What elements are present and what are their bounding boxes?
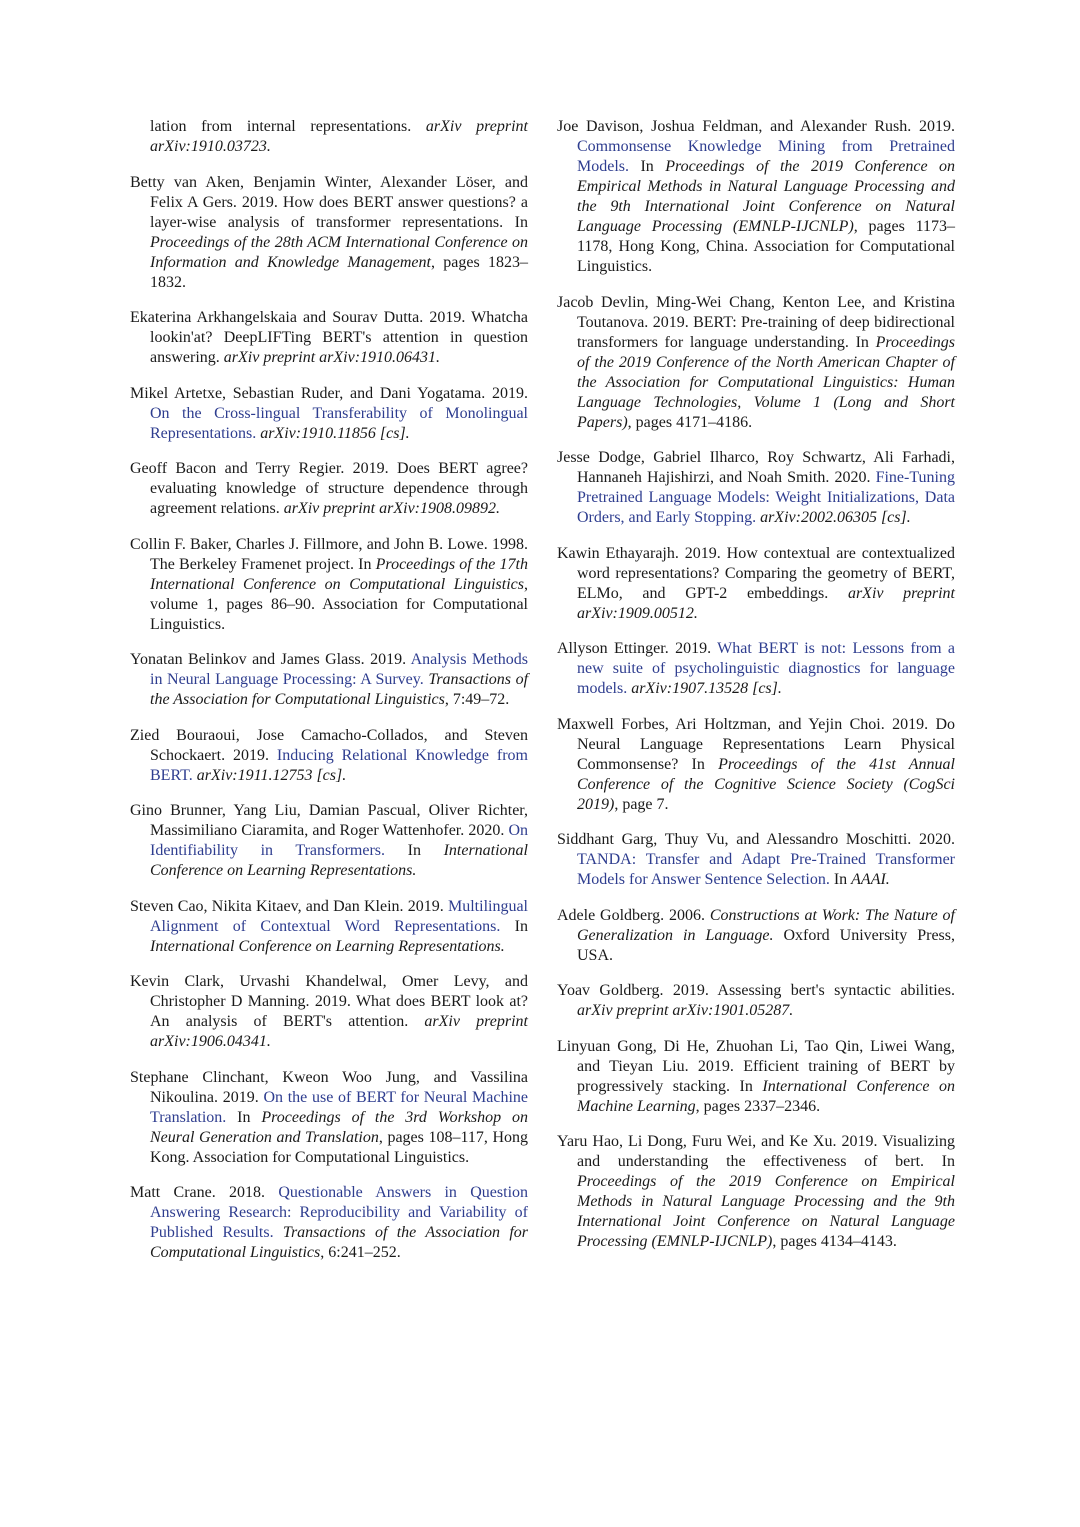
- reference-entry: [557, 117, 955, 277]
- reference-text: Kawin Ethayarajh. 2019. How contextual are contextualized word representations? Comparing the geometry of BERT, ELMo, and GPT-2 embeddings.: [557, 544, 955, 602]
- reference-title-link[interactable]: Multilingual Alignment of Contextual Word Representations.: [150, 897, 528, 935]
- reference-venue-italic: Proceedings of the 2019 Conference of the North American Chapter of the Association for Computational Linguistics: Human Language Technologies, Volume 1 (Long and Short Papers): [577, 333, 955, 431]
- reference-entry: [130, 726, 528, 786]
- reference-text: Allyson Ettinger. 2019.: [557, 640, 718, 657]
- reference-entry: [130, 535, 528, 635]
- reference-venue-italic: arXiv preprint arXiv:1901.05287.: [577, 1002, 794, 1019]
- reference-text: Ekaterina Arkhangelskaia and Sourav Dutta. 2019. Whatcha lookin'at? DeepLIFTing BERT's attention in question answering.: [130, 309, 528, 366]
- reference-venue-italic: arXiv preprint arXiv:1906.04341.: [150, 1013, 528, 1050]
- reference-venue-italic: Transactions of the Association for Computational Linguistics: [150, 671, 529, 708]
- reference-title-link[interactable]: What BERT is not: Lessons from a new suite of psycholinguistic diagnostics for language models.: [577, 640, 955, 697]
- reference-entry: [130, 384, 528, 444]
- reference-title-link[interactable]: On the use of BERT for Neural Machine Translation.: [150, 1088, 529, 1126]
- reference-venue-italic: AAAI.: [851, 871, 890, 888]
- reference-venue-italic: arXiv:1911.12753 [cs].: [196, 766, 347, 784]
- reference-entry: [130, 173, 528, 293]
- reference-entry: [557, 715, 955, 815]
- reference-venue-italic: Constructions at Work: The Nature of Generalization in Language.: [577, 906, 956, 944]
- reference-title-link[interactable]: On the Cross-lingual Transferability of Monolingual Representations.: [150, 404, 528, 442]
- reference-text: Maxwell Forbes, Ari Holtzman, and Yejin Choi. 2019. Do Neural Language Representations Learn Physical Commonsense? In: [557, 715, 955, 773]
- reference-venue-italic: arXiv preprint arXiv:1909.00512.: [577, 584, 955, 622]
- reference-entry: [557, 1132, 955, 1252]
- reference-entry: [130, 801, 528, 881]
- reference-entry: [557, 830, 955, 890]
- reference-entry: [130, 650, 528, 710]
- reference-text: lation from internal representations.: [150, 118, 426, 135]
- reference-venue-italic: arXiv preprint arXiv:1908.09892.: [283, 500, 500, 517]
- reference-venue-italic: International Conference on Learning Representations.: [150, 937, 505, 955]
- reference-text: Gino Brunner, Yang Liu, Damian Pascual, Oliver Richter, Massimiliano Ciaramita, and Roger Wattenhofer. 2020.: [130, 802, 528, 839]
- reference-venue-italic: Proceedings of the 2019 Conference on Empirical Methods in Natural Language Processing and the 9th International Joint Conference on Natural Language Processing (EMNLP-IJCNLP): [577, 158, 956, 235]
- reference-text: , pages 1823–1832.: [150, 253, 529, 291]
- reference-title-link[interactable]: TANDA: Transfer and Adapt Pre-Trained Transformer Models for Answer Sentence Selection.: [577, 851, 955, 888]
- reference-text: Yoav Goldberg. 2019. Assessing bert's syntactic abilities.: [557, 982, 955, 999]
- references-left-column: [130, 117, 528, 1279]
- reference-venue-italic: arXiv:1910.11856 [cs].: [260, 424, 410, 442]
- reference-text: , 6:241–252.: [320, 1244, 401, 1261]
- reference-text: Steven Cao, Nikita Kitaev, and Dan Klein. 2019.: [130, 897, 448, 915]
- reference-text: Collin F. Baker, Charles J. Fillmore, and John B. Lowe. 1998. The Berkeley Framenet project. In: [130, 535, 528, 573]
- reference-venue-italic: arXiv:1907.13528 [cs].: [631, 680, 782, 697]
- reference-entry: [557, 639, 955, 699]
- reference-text: Jesse Dodge, Gabriel Ilharco, Roy Schwartz, Ali Farhadi, Hannaneh Hajishirzi, and Noah Smith. 2020.: [557, 449, 955, 486]
- reference-text: In: [629, 158, 666, 175]
- reference-venue-italic: Proceedings of the 17th International Conference on Computational Linguistics: [150, 555, 528, 593]
- reference-title-link[interactable]: On Identifiability in Transformers.: [150, 822, 528, 859]
- reference-entry: [557, 544, 955, 624]
- reference-text: , volume 1, pages 86–90. Association for Computational Linguistics.: [150, 575, 528, 633]
- reference-continuation: [130, 117, 528, 157]
- reference-title-link[interactable]: Commonsense Knowledge Mining from Pretrained Models.: [577, 138, 955, 175]
- reference-text: Betty van Aken, Benjamin Winter, Alexander Löser, and Felix A Gers. 2019. How does BERT answer questions? a layer-wise analysis of transformer representations. In: [130, 173, 528, 231]
- reference-text: , pages 2337–2346.: [695, 1097, 821, 1115]
- reference-title-link[interactable]: Analysis Methods in Neural Language Processing: A Survey.: [150, 651, 529, 688]
- reference-venue-italic: Proceedings of the 3rd Workshop on Neural Generation and Translation: [150, 1108, 529, 1146]
- reference-venue-italic: arXiv:2002.06305 [cs].: [760, 509, 911, 526]
- reference-entry: [130, 897, 528, 957]
- reference-entry: [557, 448, 955, 528]
- reference-entry: [130, 972, 528, 1052]
- reference-text: Linyuan Gong, Di He, Zhuohan Li, Tao Qin, Liwei Wang, and Tieyan Liu. 2019. Efficient training of BERT by progressively stacking. In: [557, 1037, 955, 1095]
- reference-venue-italic: Proceedings of the 41st Annual Conference of the Cognitive Science Society (CogSci 2019): [577, 755, 955, 813]
- reference-text: , pages 1173–1178, Hong Kong, China. Association for Computational Linguistics.: [577, 218, 955, 275]
- reference-entry: [130, 459, 528, 519]
- reference-text: Oxford University Press, USA.: [577, 926, 956, 964]
- reference-venue-italic: International Conference on Machine Learning: [577, 1077, 956, 1115]
- reference-text: Jacob Devlin, Ming-Wei Chang, Kenton Lee, and Kristina Toutanova. 2019. BERT: Pre-training of deep bidirectional transformers for language understanding. In: [557, 293, 955, 351]
- reference-title-link[interactable]: Fine-Tuning Pretrained Language Models: Weight Initializations, Data Orders, and Early Stopping.: [577, 469, 955, 526]
- reference-title-link[interactable]: Questionable Answers in Question Answering Research: Reproducibility and Variability of Published Results.: [150, 1184, 529, 1241]
- reference-text: Joe Davison, Joshua Feldman, and Alexander Rush. 2019.: [557, 118, 955, 135]
- reference-text: In: [226, 1108, 262, 1126]
- reference-venue-italic: arXiv preprint arXiv:1910.06431.: [223, 349, 441, 366]
- reference-text: Siddhant Garg, Thuy Vu, and Alessandro Moschitti. 2020.: [557, 831, 955, 848]
- reference-text: Yonatan Belinkov and James Glass. 2019.: [130, 651, 411, 668]
- reference-text: In: [385, 842, 444, 859]
- reference-entry: [557, 1037, 955, 1117]
- reference-text: , page 7.: [614, 795, 669, 813]
- reference-venue-italic: Transactions of the Association for Computational Linguistics: [150, 1224, 529, 1261]
- references-right-column: [557, 117, 955, 1268]
- reference-text: [274, 1224, 283, 1241]
- reference-entry: [130, 1183, 528, 1263]
- reference-text: , pages 4171–4186.: [627, 413, 753, 431]
- reference-text: Adele Goldberg. 2006.: [557, 906, 710, 924]
- reference-text: Stephane Clinchant, Kweon Woo Jung, and Vassilina Nikoulina. 2019.: [130, 1068, 528, 1106]
- reference-text: Kevin Clark, Urvashi Khandelwal, Omer Levy, and Christopher D Manning. 2019. What does BERT look at? An analysis of BERT's attention.: [130, 973, 528, 1030]
- reference-venue-italic: International Conference on Learning Representations.: [150, 842, 528, 879]
- reference-text: In: [829, 871, 852, 888]
- reference-venue-italic: Proceedings of the 28th ACM International Conference on Information and Knowledge Management: [150, 233, 528, 271]
- reference-entry: [130, 308, 528, 368]
- reference-title-link[interactable]: Inducing Relational Knowledge from BERT.: [150, 746, 529, 784]
- reference-text: Yaru Hao, Li Dong, Furu Wei, and Ke Xu. 2019. Visualizing and understanding the effectiveness of bert. In: [557, 1133, 955, 1170]
- reference-text: Zied Bouraoui, Jose Camacho-Collados, and Steven Schockaert. 2019.: [130, 726, 528, 764]
- reference-text: , 7:49–72.: [444, 691, 510, 708]
- reference-entry: [557, 906, 955, 966]
- reference-entry: [557, 981, 955, 1021]
- reference-venue-italic: Proceedings of the 2019 Conference on Empirical Methods in Natural Language Processing and the 9th International Joint Conference on Natural Language Processing (EMNLP-IJCNLP): [577, 1173, 955, 1250]
- reference-entry: [557, 293, 955, 433]
- reference-venue-italic: arXiv preprint arXiv:1910.03723.: [150, 118, 528, 155]
- reference-text: Geoff Bacon and Terry Regier. 2019. Does BERT agree? evaluating knowledge of structure dependence through agreement relations.: [130, 460, 528, 517]
- reference-entry: [130, 1068, 528, 1168]
- reference-text: In: [500, 917, 528, 935]
- reference-text: Matt Crane. 2018.: [130, 1184, 279, 1201]
- reference-text: , pages 4134–4143.: [772, 1233, 897, 1250]
- reference-text: Mikel Artetxe, Sebastian Ruder, and Dani Yogatama. 2019.: [130, 384, 528, 402]
- reference-text: , pages 108–117, Hong Kong. Association for Computational Linguistics.: [150, 1128, 529, 1166]
